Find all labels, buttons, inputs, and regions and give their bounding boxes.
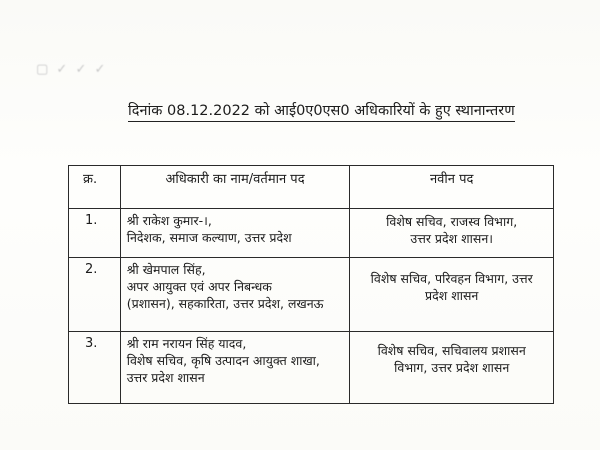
new-post-line: विशेष सचिव, राजस्व विभाग, <box>386 214 518 229</box>
new-post-line: उत्तर प्रदेश शासन। <box>410 231 494 246</box>
table-row <box>69 258 554 332</box>
serial-cell: 1. <box>69 209 121 258</box>
officer-line: श्री राकेश कुमार-।, <box>126 213 212 228</box>
faded-header-text: ▢ ✓ ✓ ✓ <box>36 62 108 77</box>
officer-line: श्री राम नरायन सिंह यादव, <box>126 336 247 351</box>
new-post-line: विशेष सचिव, परिवहन विभाग, उत्तर <box>370 271 533 286</box>
table-row <box>69 332 554 404</box>
new-post-cell <box>350 332 554 404</box>
serial-cell: 3. <box>69 332 121 404</box>
officer-cell <box>120 258 350 332</box>
new-post-line: विभाग, उत्तर प्रदेश शासन <box>394 360 510 375</box>
header-serial: क्र. <box>69 166 121 209</box>
header-officer-name: अधिकारी का नाम/वर्तमान पद <box>120 166 350 209</box>
table-header-row <box>69 166 554 209</box>
serial-cell: 2. <box>69 258 121 332</box>
new-post-line: विशेष सचिव, सचिवालय प्रशासन <box>377 343 526 358</box>
new-post-cell <box>350 258 554 332</box>
officer-line: श्री खेमपाल सिंह, <box>126 262 206 277</box>
officer-cell <box>120 209 350 258</box>
document-title: दिनांक 08.12.2022 को आई0ए0एस0 अधिकारियों के हुए स्थानान्तरण <box>128 102 515 122</box>
officer-line: अपर आयुक्त एवं अपर निबन्धक <box>126 279 272 294</box>
officer-cell <box>120 332 350 404</box>
transfer-table <box>68 165 554 404</box>
officer-line: विशेष सचिव, कृषि उत्पादन आयुक्त शाखा, <box>126 353 320 368</box>
new-post-line: प्रदेश शासन <box>425 288 479 303</box>
header-new-post: नवीन पद <box>350 166 554 209</box>
officer-line: निदेशक, समाज कल्याण, उत्तर प्रदेश <box>126 230 292 245</box>
table-row <box>69 209 554 258</box>
officer-line: (प्रशासन), सहकारिता, उत्तर प्रदेश, लखनऊ <box>126 296 324 311</box>
officer-line: उत्तर प्रदेश शासन <box>126 370 205 385</box>
new-post-cell <box>350 209 554 258</box>
